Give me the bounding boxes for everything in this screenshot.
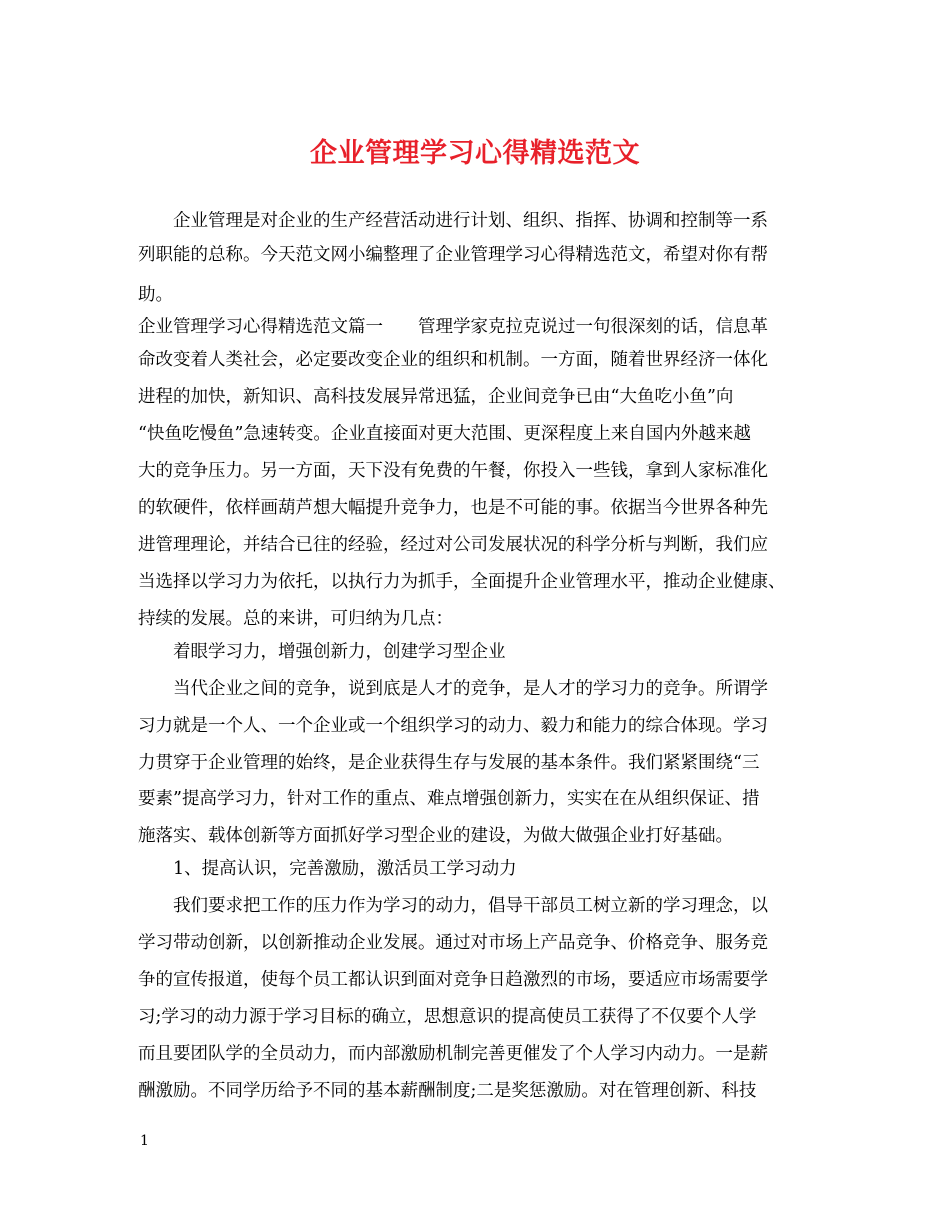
body-line: 进管理理论，并结合已往的经验，经过对公司发展状况的科学分析与判断，我们应: [138, 535, 768, 555]
body-line: 大的竞争压力。另一方面，天下没有免费的午餐，你投入一些钱，拿到人家标准化: [138, 461, 768, 481]
page-number: 1: [140, 1133, 149, 1149]
body-line: 要素”提高学习力，针对工作的重点、难点增强创新力，实实在在从组织保证、措: [138, 789, 760, 809]
body-line: 命改变着人类社会，必定要改变企业的组织和机制。一方面，随着世界经济一体化: [138, 350, 768, 370]
body-line: 企业管理是对企业的生产经营活动进行计划、组织、指挥、协调和控制等一系: [138, 211, 768, 231]
subheading-line: 1、提高认识，完善激励，激活员工学习动力: [138, 859, 517, 879]
document-title: 企业管理学习心得精选范文: [310, 138, 640, 169]
body-line: 列职能的总称。今天范文网小编整理了企业管理学习心得精选范文，希望对你有帮: [138, 245, 768, 265]
body-line: 的软硬件，依样画葫芦想大幅提升竞争力，也是不可能的事。依据当今世界各种先: [138, 498, 768, 518]
section-heading-line: 企业管理学习心得精选范文篇一 管理学家克拉克说过一句很深刻的话，信息革: [138, 317, 768, 337]
body-line: 学习带动创新，以创新推动企业发展。通过对市场上产品竞争、价格竞争、服务竞: [138, 933, 768, 953]
body-line: 我们要求把工作的压力作为学习的动力，倡导干部员工树立新的学习理念，以: [138, 896, 768, 916]
body-line: 进程的加快，新知识、高科技发展异常迅猛，企业间竞争已由“大鱼吃小鱼”向: [138, 387, 734, 407]
body-line: 习力就是一个人、一个企业或一个组织学习的动力、毅力和能力的综合体现。学习: [138, 716, 768, 736]
body-line: 持续的发展。总的来讲，可归纳为几点：: [138, 609, 453, 629]
body-line: 施落实、载体创新等方面抓好学习型企业的建设，为做大做强企业打好基础。: [138, 826, 733, 846]
body-line: 当代企业之间的竞争，说到底是人才的竞争，是人才的学习力的竞争。所谓学: [138, 679, 768, 699]
body-line: 力贯穿于企业管理的始终，是企业获得生存与发展的基本条件。我们紧紧围绕“三: [138, 753, 760, 773]
body-line: “快鱼吃慢鱼”急速转变。企业直接面对更大范围、更深程度上来自国内外越来越: [138, 424, 751, 444]
body-line: 习;学习的动力源于学习目标的确立，思想意识的提高使员工获得了不仅要个人学: [138, 1007, 757, 1027]
body-line: 当选择以学习力为依托，以执行力为抓手，全面提升企业管理水平，推动企业健康、: [138, 572, 786, 592]
body-line: 助。: [138, 285, 173, 305]
body-line: 而且要团队学的全员动力，而内部激励机制完善更催发了个人学习内动力。一是薪: [138, 1044, 768, 1064]
subheading-line: 着眼学习力，增强创新力，创建学习型企业: [138, 642, 506, 662]
body-line: 争的宣传报道，使每个员工都认识到面对竞争日趋激烈的市场，要适应市场需要学: [138, 970, 768, 990]
body-line: 酬激励。不同学历给予不同的基本薪酬制度;二是奖惩激励。对在管理创新、科技: [138, 1081, 757, 1101]
